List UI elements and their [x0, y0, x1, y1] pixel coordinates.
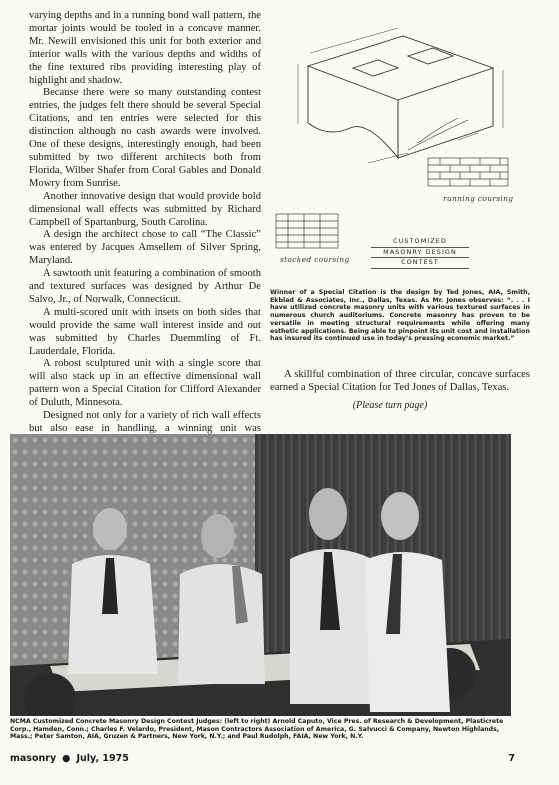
title-line: CONTEST	[371, 258, 469, 269]
magazine-name: masonry	[10, 753, 57, 764]
sketch-title-block	[371, 237, 469, 269]
paragraph: A robost sculptured unit with a single score that will also stack up in an effective dimensional wall pattern won a Special Citation for Clifford Alexander of Duluth, Minnesota.	[29, 358, 261, 409]
right-column	[270, 369, 530, 395]
judges-photo	[10, 434, 511, 716]
paragraph: A multi-scored unit with insets on both sides that would provide the same wall interest inside and out was submitted by Charles Duemmling of Ft. Lauderdale, Florida.	[29, 306, 261, 357]
title-line: MASONRY DESIGN	[371, 248, 469, 259]
issue-date: July, 1975	[76, 753, 129, 764]
turn-page-note: (Please turn page)	[352, 400, 428, 411]
left-column	[29, 10, 261, 462]
page-footer	[10, 753, 515, 767]
photo-caption: NCMA Customized Concrete Masonry Design Contest Judges: (left to right) Arnold Caputo, Vice Pres. of Research & Development, Plasticrete Corp., Hamden, Conn.; Charles F. Velardo, President, Mason Contractors Association of America, G. Salvucci & Company, Newton Highlands, Mass.; Peter Samton, AIA, Gruzen & Partners, New York, N.Y.; and Paul Rudolph, FAIA, New York, N.Y.	[10, 718, 504, 741]
paragraph: A sawtooth unit featuring a combination of smooth and textured surfaces was designed by Arthur De Salvo, Jr., of Norwalk, Connecticut.	[29, 268, 261, 305]
paragraph: Because there were so many outstanding contest entries, the judges felt there should be several Special Citations, and ten entries were selected for this distinction although no cash awards were involved. One of these designs, interestingly enough, had been submitted by two different architects both from Florida, Wilber Shafer from Coral Gables and Donald Mowry from Sunrise.	[29, 87, 261, 189]
photo-illustration	[10, 434, 511, 716]
paragraph: A skillful combination of three circular, concave surfaces earned a Special Citation for Ted Jones of Dallas, Texas.	[270, 369, 530, 393]
footer-left	[10, 753, 129, 764]
paragraph: Another innovative design that would provide bold dimensional wall effects was submitted by Richard Campbell of Spartanburg, South Carolina.	[29, 190, 261, 228]
title-line: CUSTOMIZED	[371, 237, 469, 248]
stacked-coursing-label: stacked coursing	[280, 255, 350, 264]
sketch-caption: Winner of a Special Citation is the design by Ted Jones, AIA, Smith, Ekblad & Associates, Inc., Dallas, Texas. As Mr. Jones observes: “. . . I have utilized concrete masonry units with various textured surfaces in numerous church auditoriums. Concrete masonry has proven to be versatile in meeting structural requirements while offering many esthetic applications. Being able to pinpoint its unit cost and installation has insured its continued use in today’s pressing economic market.”	[270, 289, 530, 343]
page-number: 7	[508, 753, 515, 764]
running-coursing-label: running coursing	[443, 194, 514, 203]
paragraph: varying depths and in a running bond wall pattern, the mortar joints would be tooled in a concave manner. Mr. Newill envisioned this unit for both exterior and interior walls with the various depths and widths of the fine textured ribs providing interesting play of highlight and shadow.	[29, 10, 261, 86]
bullet-icon: ●	[62, 753, 71, 764]
paragraph: A design the architect chose to call “The Classic” was entered by Jacques Amsellem of Silver Spring, Maryland.	[29, 229, 261, 267]
paragraph: Designed not only for a variety of rich wall effects but also ease in handling, a winning unit was	[29, 410, 261, 434]
